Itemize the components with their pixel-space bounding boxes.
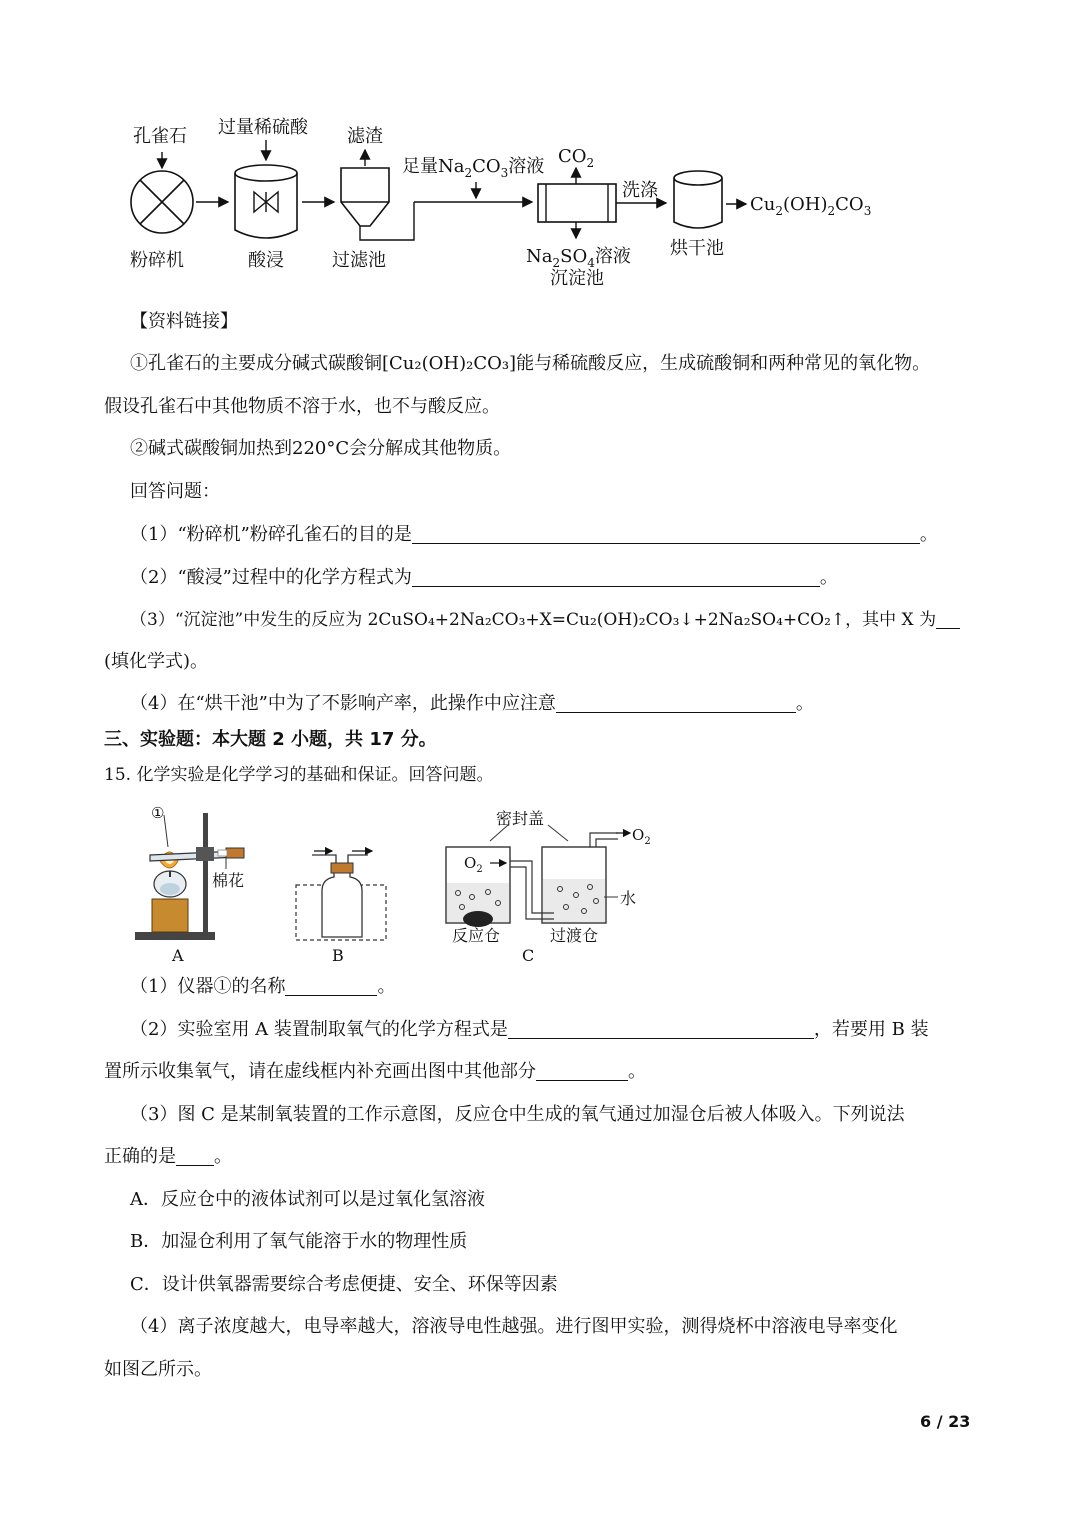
question-3b: (填化学式)。 [104,651,209,672]
answer-blank-2[interactable] [412,568,820,587]
exp-question-1 [130,975,395,999]
question-2-text: （2）“酸浸”过程中的化学方程式为 [130,567,412,588]
flow-wash-label: 洗涤 [622,180,658,201]
flow-product-label: $Cu_2(OH)_2CO_3$ [750,194,872,218]
exp-question-2-end: 。 [628,1061,646,1082]
label-cotton: 棉花 [212,871,245,890]
dryer-icon [674,171,722,228]
exp-answer-blank-3[interactable] [176,1147,214,1166]
exp-question-4: （4）离子浓度越大，电导率越大，溶液导电性越强。进行图甲实验，测得烧杯中溶液电导率变化 [130,1316,898,1337]
exp-question-2 [130,1018,929,1042]
process-flow-diagram [0,0,1080,300]
crusher-icon [131,171,193,233]
label-reactor: 反应仓 [452,926,501,945]
label-b: B [332,946,344,965]
question-1 [130,523,938,547]
question-4-text: （4）在“烘干池”中为了不影响产率，此操作中应注意 [130,693,556,714]
exp-question-1-text: （1）仪器①的名称 [130,976,286,997]
option-c: C．设计供氧器需要综合考虑便捷、安全、环保等因素 [130,1274,558,1295]
question-1-text: （1）“粉碎机”粉碎孔雀石的目的是 [130,524,412,545]
question-4-end: 。 [795,693,814,714]
answer-blank-3[interactable] [936,610,960,629]
exp-question-3-text-b: 正确的是 [104,1146,176,1167]
exp-question-3b [104,1145,232,1169]
flow-leach-label: 酸浸 [248,250,284,271]
answer-blank-1[interactable] [412,525,920,544]
apparatus-c-drawing [446,825,630,927]
label-o2-out: $O_2$ [632,826,651,847]
section-heading: 三、实验题：本大题 2 小题，共 17 分。 [104,729,437,750]
option-a: A．反应仓中的液体试剂可以是过氧化氢溶液 [130,1189,485,1210]
label-water: 水 [620,889,637,908]
apparatus-figure [0,795,1080,967]
label-a: A [172,946,184,965]
flow-raw-label: 孔雀石 [133,126,187,147]
exp-question-2-text: （2）实验室用 A 装置制取氧气的化学方程式是 [130,1019,508,1040]
info-2: ②碱式碳酸铜加热到220°C会分解成其他物质。 [130,438,512,459]
question-2-end: 。 [819,567,838,588]
flow-crusher-label: 粉碎机 [130,250,184,271]
exp-question-4b: 如图乙所示。 [104,1359,212,1380]
flow-dryer-label: 烘干池 [670,238,724,259]
option-b: B．加湿仓利用了氧气能溶于水的物理性质 [130,1231,468,1252]
exp-answer-blank-2b[interactable] [536,1062,628,1081]
exp-question-1-end: 。 [377,976,396,997]
exp-question-2-text-c: 置所示收集氧气，请在虚线框内补充画出图中其他部分 [104,1061,536,1082]
flow-settle-label: 沉淀池 [550,268,604,289]
label-c: C [522,946,535,965]
leach-tank-icon [235,165,297,238]
exp-answer-blank-1[interactable] [285,977,377,996]
answer-prompt: 回答问题： [130,481,220,502]
question-2 [130,566,838,590]
exp-question-2-text-b: ，若要用 B 装 [813,1019,929,1040]
exp-question-3-end: 。 [214,1146,232,1167]
exp-answer-blank-2a[interactable] [508,1020,814,1039]
apparatus-b-drawing [296,851,386,940]
resource-link-heading: 【资料链接】 [130,311,238,332]
problem-15: 15. 化学实验是化学学习的基础和保证。回答问题。 [104,765,494,785]
question-3 [130,608,960,632]
flow-reagent-label: 足量$Na_2CO_3$溶液 [402,156,545,180]
question-1-end: 。 [919,524,938,545]
answer-blank-4[interactable] [556,694,796,713]
question-3-text: （3）“沉淀池”中发生的反应为 2CuSO₄+2Na₂CO₃+X=Cu₂(OH)₂CO₃↓+2Na₂SO₄+CO₂↑，其中 X 为 [130,610,937,630]
flow-acid-label: 过量稀硫酸 [218,117,308,138]
flow-filter-label: 过滤池 [332,250,386,271]
exp-question-3: （3）图 C 是某制氧装置的工作示意图，反应仓中生成的氧气通过加湿仓后被人体吸入。下列说法 [130,1104,905,1125]
exp-question-2c [104,1060,646,1084]
settling-tank-icon [538,184,616,222]
info-1a: ①孔雀石的主要成分碱式碳酸铜[Cu₂(OH)₂CO₃]能与稀硫酸反应，生成硫酸铜和两种常见的氧化物。 [130,353,931,374]
flow-co2-label: $CO_2$ [558,146,595,170]
question-4 [130,692,814,716]
info-1b: 假设孔雀石中其他物质不溶于水，也不与酸反应。 [104,396,500,417]
label-transfer: 过渡仓 [550,926,599,945]
label-seal: 密封盖 [496,809,545,828]
flow-residue-label: 滤渣 [347,126,383,147]
label-circle-1: ① [151,804,165,822]
filter-icon [341,168,414,240]
label-o2-in: $O_2$ [464,854,483,875]
flow-na2so4-label: $Na_2SO_4$溶液 [526,246,631,270]
page-number: 6 / 23 [920,1412,971,1431]
